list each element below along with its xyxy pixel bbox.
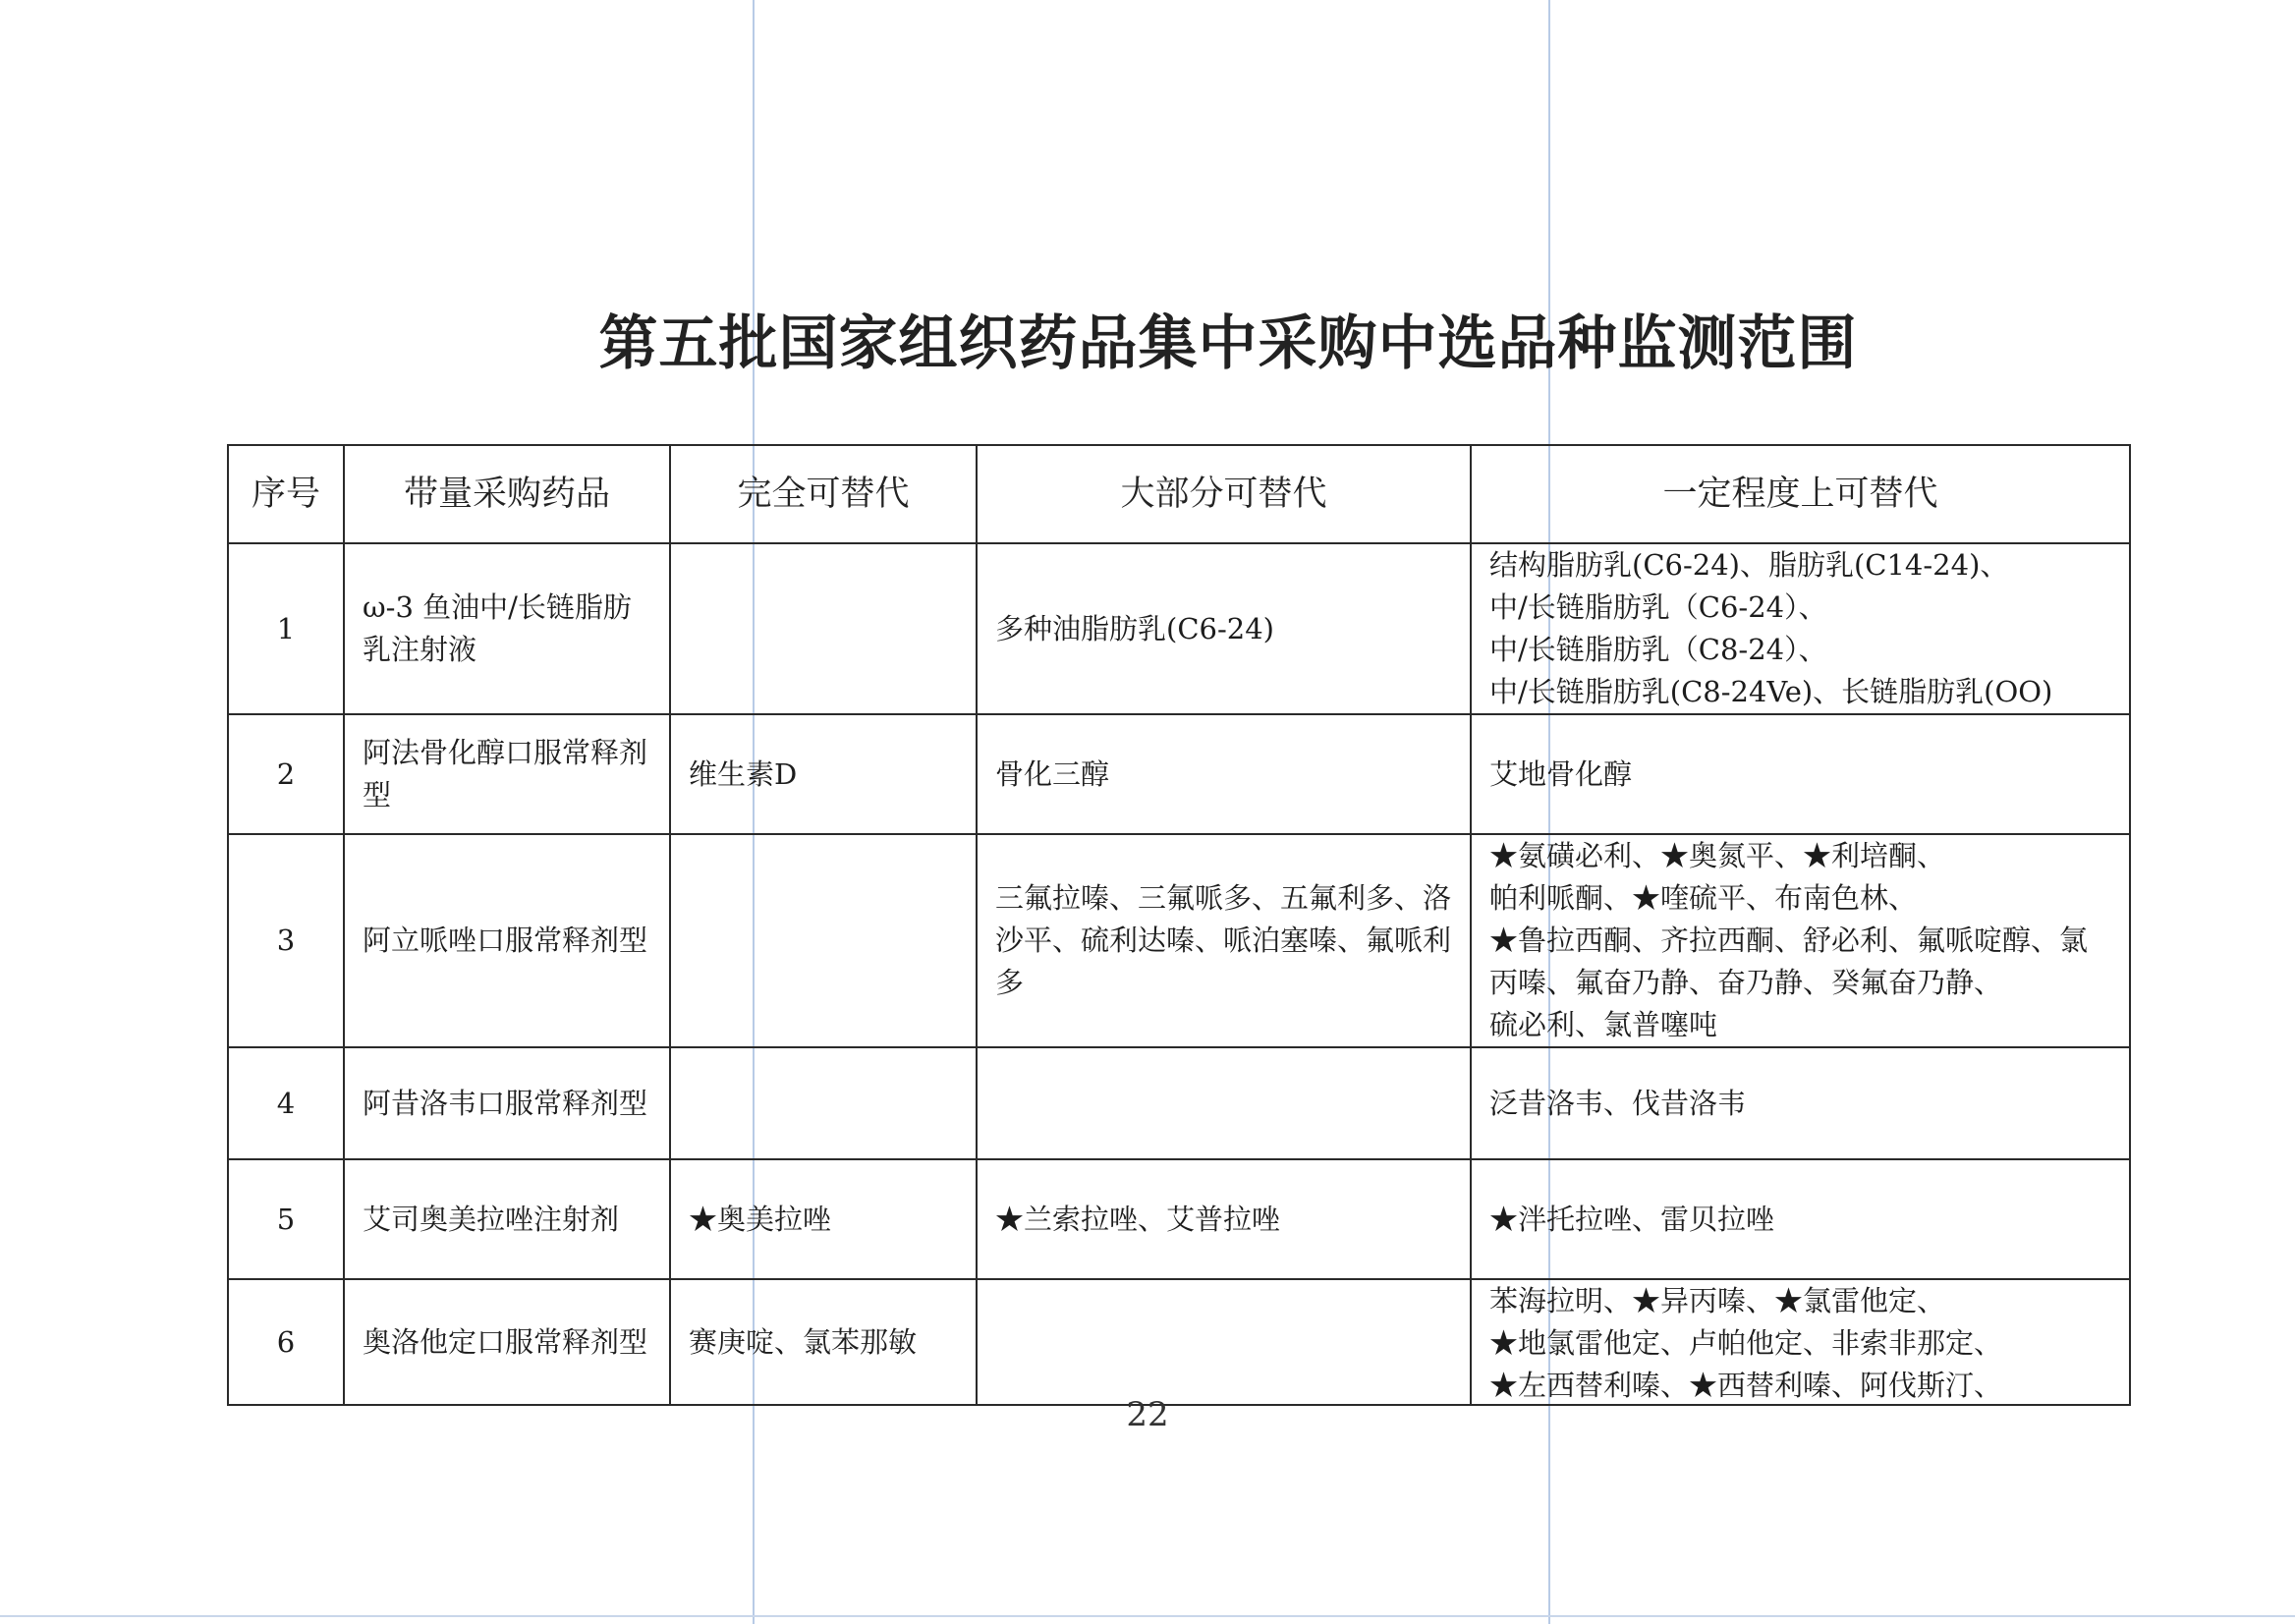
fully-substitutable	[670, 543, 977, 714]
procured-drug: ω-3 鱼油中/长链脂肪乳注射液	[344, 543, 670, 714]
partially-substitutable: 结构脂肪乳(C6-24)、脂肪乳(C14-24)、 中/长链脂肪乳（C6-24）、 中/长链脂肪乳（C8-24）、 中/长链脂肪乳(C8-24Ve)、长链脂肪乳(OO)	[1471, 543, 2130, 714]
monitoring-scope-table	[227, 444, 2131, 1406]
document-title: 第五批国家组织药品集中采购中选品种监测范围	[598, 309, 1858, 378]
page-number: 22	[1126, 1395, 1169, 1434]
fully-substitutable: 赛庚啶、氯苯那敏	[670, 1279, 977, 1405]
fully-substitutable	[670, 1047, 977, 1159]
table-row	[228, 1047, 2130, 1159]
partially-substitutable: ★泮托拉唑、雷贝拉唑	[1471, 1159, 2130, 1279]
row-number: 1	[228, 543, 344, 714]
fully-substitutable: 维生素D	[670, 714, 977, 834]
header-mostly-substitutable: 大部分可替代	[977, 445, 1471, 543]
table-row	[228, 543, 2130, 714]
row-number: 4	[228, 1047, 344, 1159]
header-serial: 序号	[228, 445, 344, 543]
header-fully-substitutable: 完全可替代	[670, 445, 977, 543]
header-procured-drug: 带量采购药品	[344, 445, 670, 543]
procured-drug: 阿昔洛韦口服常释剂型	[344, 1047, 670, 1159]
table-row	[228, 834, 2130, 1047]
partially-substitutable: ★氨磺必利、★奥氮平、★利培酮、 帕利哌酮、★喹硫平、布南色林、 ★鲁拉西酮、齐拉西酮、舒必利、氟哌啶醇、氯 丙嗪、氟奋乃静、奋乃静、癸氟奋乃静、 硫必利、氯普噻吨	[1471, 834, 2130, 1047]
fully-substitutable	[670, 834, 977, 1047]
row-number: 2	[228, 714, 344, 834]
table-row	[228, 1279, 2130, 1405]
mostly-substitutable: ★兰索拉唑、艾普拉唑	[977, 1159, 1471, 1279]
row-number: 6	[228, 1279, 344, 1405]
header-partially-substitutable: 一定程度上可替代	[1471, 445, 2130, 543]
table-row	[228, 1159, 2130, 1279]
fully-substitutable: ★奥美拉唑	[670, 1159, 977, 1279]
scan-edge-line	[0, 1615, 2295, 1617]
mostly-substitutable: 三氟拉嗪、三氟哌多、五氟利多、洛沙平、硫利达嗪、哌泊塞嗪、氟哌利多	[977, 834, 1471, 1047]
mostly-substitutable: 多种油脂肪乳(C6-24)	[977, 543, 1471, 714]
procured-drug: 阿立哌唑口服常释剂型	[344, 834, 670, 1047]
partially-substitutable: 苯海拉明、★异丙嗪、★氯雷他定、 ★地氯雷他定、卢帕他定、非索非那定、 ★左西替利嗪、★西替利嗪、阿伐斯汀、	[1471, 1279, 2130, 1405]
row-number: 5	[228, 1159, 344, 1279]
procured-drug: 艾司奥美拉唑注射剂	[344, 1159, 670, 1279]
table-header-row	[228, 445, 2130, 543]
procured-drug: 阿法骨化醇口服常释剂型	[344, 714, 670, 834]
row-number: 3	[228, 834, 344, 1047]
partially-substitutable: 艾地骨化醇	[1471, 714, 2130, 834]
mostly-substitutable	[977, 1047, 1471, 1159]
procured-drug: 奥洛他定口服常释剂型	[344, 1279, 670, 1405]
mostly-substitutable: 骨化三醇	[977, 714, 1471, 834]
table-row	[228, 714, 2130, 834]
partially-substitutable: 泛昔洛韦、伐昔洛韦	[1471, 1047, 2130, 1159]
mostly-substitutable	[977, 1279, 1471, 1405]
